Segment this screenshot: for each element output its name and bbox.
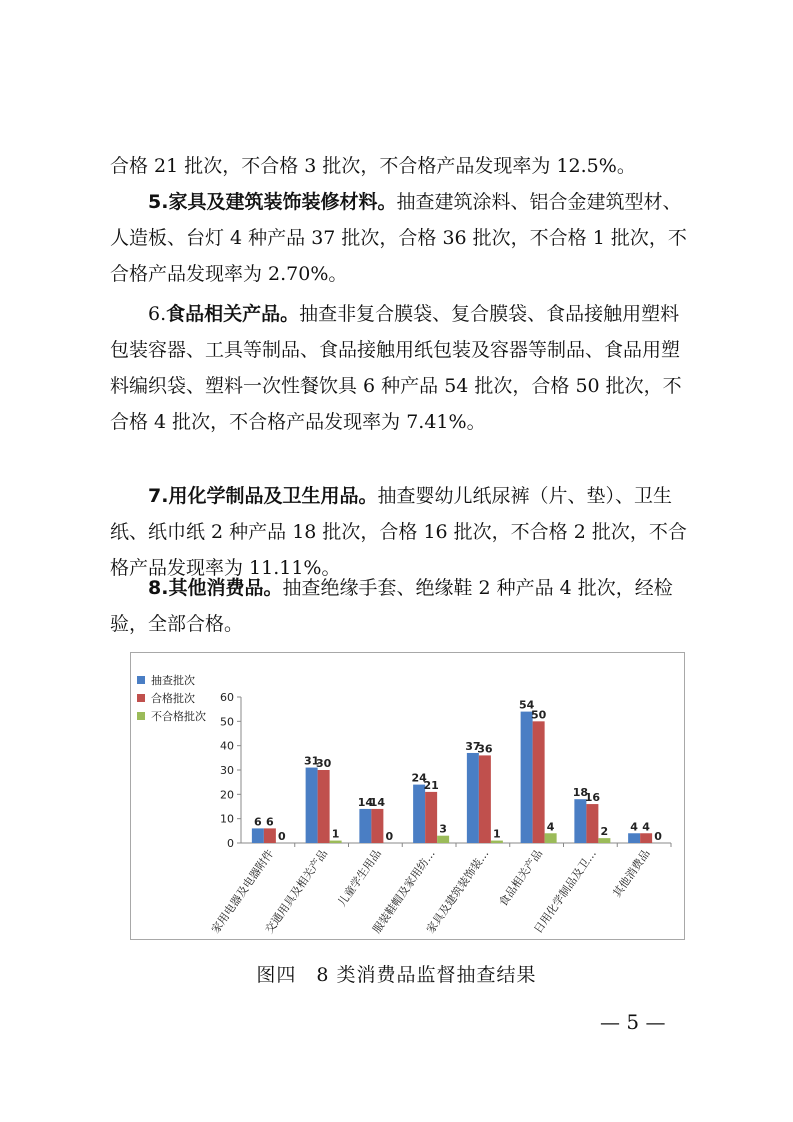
bar-data-label: 6: [254, 815, 262, 829]
bar-data-label: 4: [630, 820, 638, 834]
item-body: 抽查绝缘手套、绝缘鞋 2 种产品 4 批次，经检验，全部合格。: [110, 577, 673, 635]
x-tick-label: 食品相关产品: [496, 847, 546, 909]
item-heading: 食品相关产品。: [166, 303, 300, 325]
legend-label: 合格批次: [151, 692, 195, 705]
chart-bar: [413, 785, 425, 843]
chart-bar: [264, 828, 276, 843]
paragraph-item-5: [110, 184, 696, 292]
x-tick-label: 家具及建筑装饰装…: [423, 847, 492, 936]
paragraph-item-6: [110, 296, 696, 440]
chart-bar: [437, 836, 449, 843]
chart-bar: [318, 770, 330, 843]
chart-legend: [137, 671, 206, 725]
bar-data-label: 54: [518, 698, 535, 712]
chart-bar: [330, 841, 342, 843]
chart-bar: [425, 792, 437, 843]
x-tick-label: 服装鞋帽及家用纺…: [370, 847, 438, 936]
chart-bar: [252, 828, 264, 843]
bar-data-label: 16: [584, 791, 601, 805]
chart-bar: [467, 753, 479, 843]
bar-data-label: 2: [600, 825, 609, 839]
chart-bar: [306, 768, 318, 843]
item-number: 6.: [148, 303, 167, 325]
chart-bar: [359, 809, 371, 843]
bar-data-label: 21: [423, 778, 439, 792]
paragraph-continuation: [110, 148, 696, 184]
bar-data-label: 30: [315, 757, 332, 770]
chart-bar: [533, 721, 545, 843]
bar-data-label: 3: [439, 822, 447, 836]
figure-caption: 图四 8 类消费品监督抽查结果: [256, 964, 537, 986]
y-tick-label: 60: [220, 691, 234, 704]
chart-bar: [521, 712, 533, 843]
bar-chart: [130, 652, 685, 940]
chart-canvas: [131, 653, 686, 941]
y-tick-label: 30: [220, 764, 234, 777]
bar-data-label: 1: [331, 827, 340, 841]
bar-data-label: 24: [411, 771, 427, 785]
bar-data-label: 37: [465, 739, 481, 753]
bar-data-label: 36: [477, 742, 493, 756]
item-heading: 7.用化学制品及卫生用品。: [148, 485, 378, 507]
y-tick-label: 40: [220, 739, 234, 753]
bar-data-label: 0: [654, 830, 662, 843]
y-tick-label: 20: [220, 788, 234, 802]
x-tick-label: 日用化学制品及卫…: [531, 847, 599, 936]
x-tick-label: 家用电器及电器附件: [208, 847, 277, 936]
item-body: 抽查非复合膜袋、复合膜袋、食品接触用塑料包装容器、工具等制品、食品接触用纸包装及容器等制品、食品用塑料编织袋、塑料一次性餐饮具 6 种产品 54 批次，合格 50 批次，不合格 4 批次，不合格产品发现率为 7.41%。: [110, 303, 682, 433]
y-tick-label: 50: [220, 715, 234, 729]
legend-label: 抽查批次: [151, 674, 195, 687]
legend-item: [137, 689, 206, 707]
chart-bar: [598, 838, 610, 843]
y-tick-label: 10: [220, 812, 234, 826]
paragraph-text: 合格 21 批次，不合格 3 批次，不合格产品发现率为 12.5%。: [110, 155, 636, 177]
item-heading: 5.家具及建筑装饰装修材料。: [148, 191, 397, 213]
bar-data-label: 6: [266, 815, 274, 829]
bar-data-label: 50: [530, 708, 547, 722]
bar-data-label: 14: [357, 795, 374, 809]
bar-data-label: 4: [546, 820, 555, 834]
chart-bar: [640, 833, 652, 843]
bar-data-label: 0: [385, 830, 394, 843]
chart-bar: [574, 799, 586, 843]
legend-swatch: [137, 676, 145, 684]
chart-bar: [371, 809, 383, 843]
item-body: 抽查建筑涂料、铝合金建筑型材、人造板、台灯 4 种产品 37 批次，合格 36 批次，不合格 1 批次，不合格产品发现率为 2.70%。: [110, 191, 687, 285]
legend-swatch: [137, 712, 145, 720]
y-tick-label: 0: [227, 837, 234, 850]
bar-data-label: 18: [572, 786, 589, 800]
bar-data-label: 4: [642, 820, 650, 834]
legend-label: 不合格批次: [151, 710, 206, 723]
chart-bar: [491, 841, 503, 843]
page-number: — 5 —: [600, 1010, 666, 1034]
bar-data-label: 14: [369, 795, 386, 809]
bar-data-label: 0: [278, 830, 286, 843]
chart-bar: [479, 755, 491, 843]
chart-bar: [628, 833, 640, 843]
x-tick-label: 儿童学生用品: [335, 847, 384, 909]
legend-swatch: [137, 694, 145, 702]
item-heading: 8.其他消费品。: [148, 577, 283, 599]
item-body: 抽查婴幼儿纸尿裤（片、垫）、卫生纸、纸巾纸 2 种产品 18 批次，合格 16 批次，不合格 2 批次，不合格产品发现率为 11.11%。: [110, 485, 687, 579]
bar-data-label: 31: [303, 754, 320, 768]
chart-bar: [545, 833, 557, 843]
x-tick-label: 其他消费品: [610, 847, 653, 900]
paragraph-item-8: [110, 570, 696, 642]
chart-bar: [586, 804, 598, 843]
x-tick-label: 交通用具及相关产品: [262, 847, 331, 936]
legend-item: [137, 707, 206, 725]
legend-item: [137, 671, 206, 689]
bar-data-label: 1: [493, 827, 501, 841]
